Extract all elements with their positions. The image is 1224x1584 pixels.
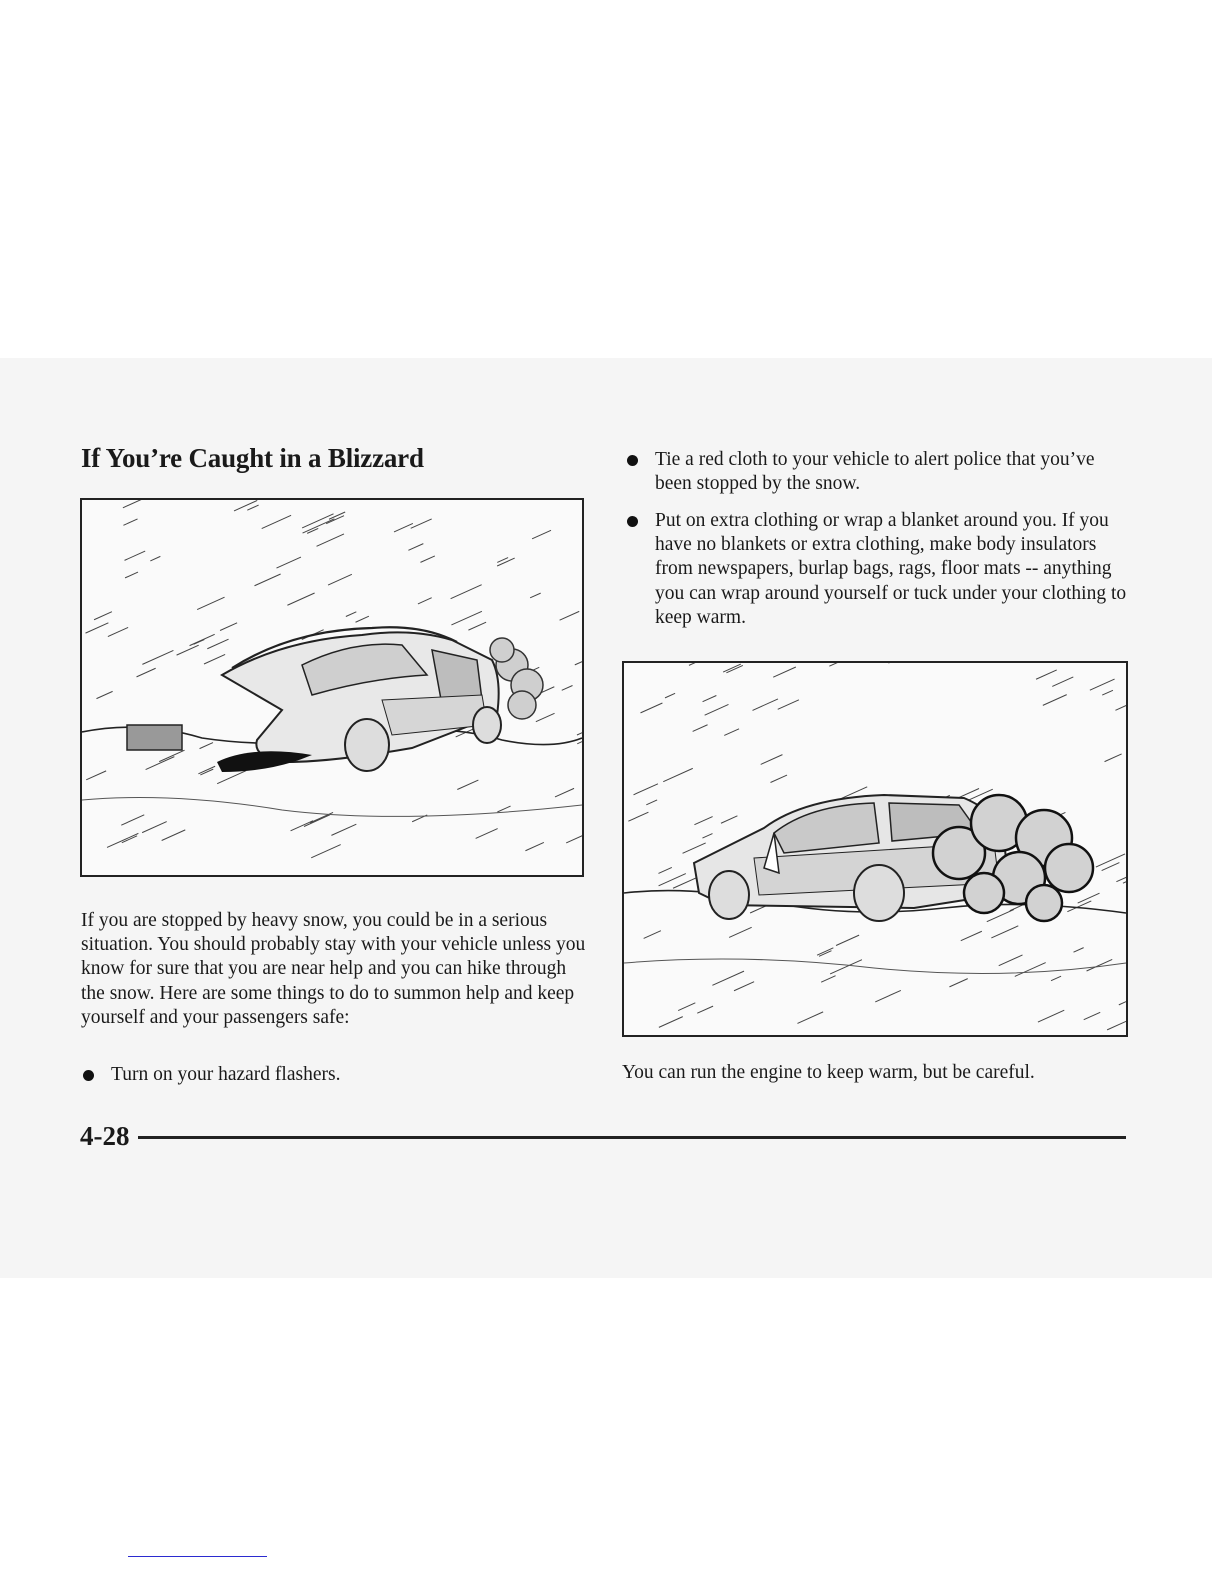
snow-streak [200, 743, 213, 749]
snow-streak [291, 821, 314, 831]
snow-streak [702, 834, 712, 839]
snow-streak [721, 816, 737, 823]
snow-streak [770, 775, 787, 782]
snow-streak [562, 685, 573, 690]
snow-streak [1043, 695, 1067, 706]
snow-streak [724, 729, 739, 736]
snow-streak [287, 593, 314, 605]
snow-streak [875, 990, 901, 1002]
snow-streak [420, 556, 434, 562]
snow-streak [198, 766, 215, 774]
snow-streak [121, 815, 144, 825]
snow-streak [497, 558, 515, 566]
snow-streak [142, 822, 167, 833]
snow-streak [262, 515, 291, 528]
snow-streak [694, 817, 712, 825]
snow-streak [304, 815, 330, 827]
snow-streak [829, 663, 840, 666]
snow-streak [1078, 893, 1100, 903]
snow-streak [1096, 854, 1125, 867]
snow-streak [1051, 976, 1061, 981]
bullet-extra-clothing [655, 509, 1130, 630]
snow-streak [204, 654, 225, 664]
snow-streak [734, 982, 754, 991]
blizzard-car-drawing [82, 500, 582, 875]
snow-streak [703, 696, 717, 702]
snow-streak [634, 784, 658, 795]
snow-streak [778, 700, 799, 710]
snow-streak [577, 722, 582, 735]
snow-streak [773, 667, 796, 677]
snow-streak [536, 713, 555, 721]
snow-streak [761, 755, 783, 765]
intro-paragraph: If you are stopped by heavy snow, you could be in a serious situation. You should probably stay with your vehicle unless you know for sure that you are near help and you can hike through the snow. Here are some things to do to summon help and keep yourself and your passengers safe: [81, 910, 586, 1028]
figure-caption: You can run the engine to keep warm, but be careful. [622, 1062, 1035, 1083]
snow-streak [1090, 679, 1115, 690]
snow-streak [830, 960, 862, 974]
bullet-dot [627, 455, 638, 466]
snow-streak [665, 693, 675, 698]
car-running-engine-exhaust-illustration [622, 661, 1128, 1037]
snow-streak [1015, 963, 1046, 977]
footer-rule [138, 1136, 1126, 1139]
snow-streak [697, 1006, 713, 1013]
bullet-hazard-flashers [111, 1063, 581, 1087]
snow-streak [311, 845, 340, 858]
snow-streak [646, 800, 657, 805]
bottom-link-underline[interactable] [128, 1556, 267, 1557]
snow-streak [328, 574, 352, 585]
snow-streak [689, 663, 717, 665]
snow-streak [532, 530, 551, 539]
snow-streak [150, 556, 160, 561]
snow-streak [658, 867, 671, 873]
snow-streak [317, 534, 344, 546]
snow-streak [94, 612, 112, 620]
snow-streak [125, 572, 138, 578]
snow-streak [142, 650, 173, 664]
snow-streak [468, 622, 486, 630]
snow-streak [346, 612, 356, 617]
snow-streak [1119, 991, 1126, 1005]
snow-streak [1073, 948, 1083, 953]
snow-streak [162, 830, 186, 841]
snow-streak [418, 598, 432, 604]
snow-streak [411, 519, 432, 528]
snow-streak [836, 935, 859, 945]
snow-streak [693, 725, 708, 732]
snow-streak [961, 931, 982, 940]
snow-streak [108, 627, 128, 636]
snow-streak [86, 771, 106, 780]
page-number: 4-28 [80, 1121, 130, 1151]
snow-streak [1102, 690, 1113, 695]
snow-streak [712, 971, 744, 985]
snow-streak [1084, 1012, 1101, 1019]
snow-streak [1107, 1016, 1126, 1029]
snow-streak [678, 1003, 695, 1011]
snow-streak [408, 544, 423, 551]
snow-streak [356, 616, 369, 622]
snow-streak [1036, 670, 1057, 679]
snow-streak [683, 843, 706, 853]
snow-streak [1105, 754, 1122, 762]
snow-streak [123, 500, 145, 508]
snow-streak [1116, 872, 1126, 882]
snow-streak [555, 788, 574, 797]
snow-streak [1115, 702, 1126, 711]
snow-streak [457, 780, 478, 789]
bullet-text: Tie a red cloth to your vehicle to alert police that you’ve been stopped by the snow. [655, 449, 1095, 495]
snow-streak [217, 771, 246, 784]
exhaust-car-drawing [624, 663, 1126, 1035]
snow-streak [999, 955, 1023, 966]
bullet-dot [627, 516, 638, 527]
bullet-red-cloth [655, 448, 1125, 496]
snow-streak [1038, 1010, 1064, 1022]
snow-streak [247, 505, 258, 510]
snow-streak [146, 757, 175, 770]
snow-streak [86, 623, 109, 633]
snow-streak [125, 551, 146, 560]
car-stuck-in-snow-illustration [80, 498, 584, 877]
snow-streak [525, 842, 543, 850]
snow-streak [530, 593, 541, 598]
snow-streak [234, 500, 257, 510]
snow-streak [159, 750, 184, 761]
snow-streak [331, 824, 356, 835]
snow-streak [949, 979, 967, 987]
snow-streak [220, 623, 237, 631]
snow-streak [991, 926, 1018, 938]
snow-streak [329, 512, 345, 519]
snow-streak [663, 768, 693, 781]
snow-streak [137, 668, 156, 677]
snow-streak [723, 664, 741, 672]
snow-streak [307, 528, 318, 533]
snow-streak [451, 611, 481, 625]
snow-streak [207, 639, 228, 649]
bullet-dot [83, 1070, 94, 1081]
snow-streak [821, 976, 835, 982]
snow-streak [497, 806, 510, 812]
snow-streak [96, 691, 112, 698]
snow-streak [628, 812, 648, 821]
snow-streak [566, 830, 582, 843]
snow-streak [659, 1017, 683, 1028]
snow-streak [255, 574, 281, 586]
snow-streak [560, 611, 580, 620]
snow-streak [276, 557, 300, 568]
bullet-text: Turn on your hazard flashers. [111, 1064, 341, 1085]
snow-streak [673, 877, 698, 888]
snow-streak [797, 1012, 823, 1024]
snow-streak [1052, 677, 1073, 686]
section-title: If You’re Caught in a Blizzard [81, 443, 424, 473]
snow-streak [705, 704, 729, 715]
snow-streak [476, 829, 498, 839]
snow-streak [194, 640, 205, 645]
snow-streak [123, 519, 137, 525]
snow-streak [177, 645, 199, 655]
snow-streak [394, 523, 413, 531]
snow-streak [729, 927, 752, 937]
snow-streak [451, 585, 482, 599]
snow-streak [197, 597, 224, 609]
snow-streak [753, 699, 778, 710]
snow-streak [107, 833, 138, 847]
bullet-text: Put on extra clothing or wrap a blanket around you. If you have no blankets or extra clothing, make body insulators from newspapers, burlap bags, rags, floor mats -- anything you can wrap around yourself or tuck under your clothing to keep warm. [655, 510, 1127, 628]
snow-streak [575, 658, 582, 665]
snow-streak [644, 931, 661, 939]
snow-streak [640, 703, 662, 713]
